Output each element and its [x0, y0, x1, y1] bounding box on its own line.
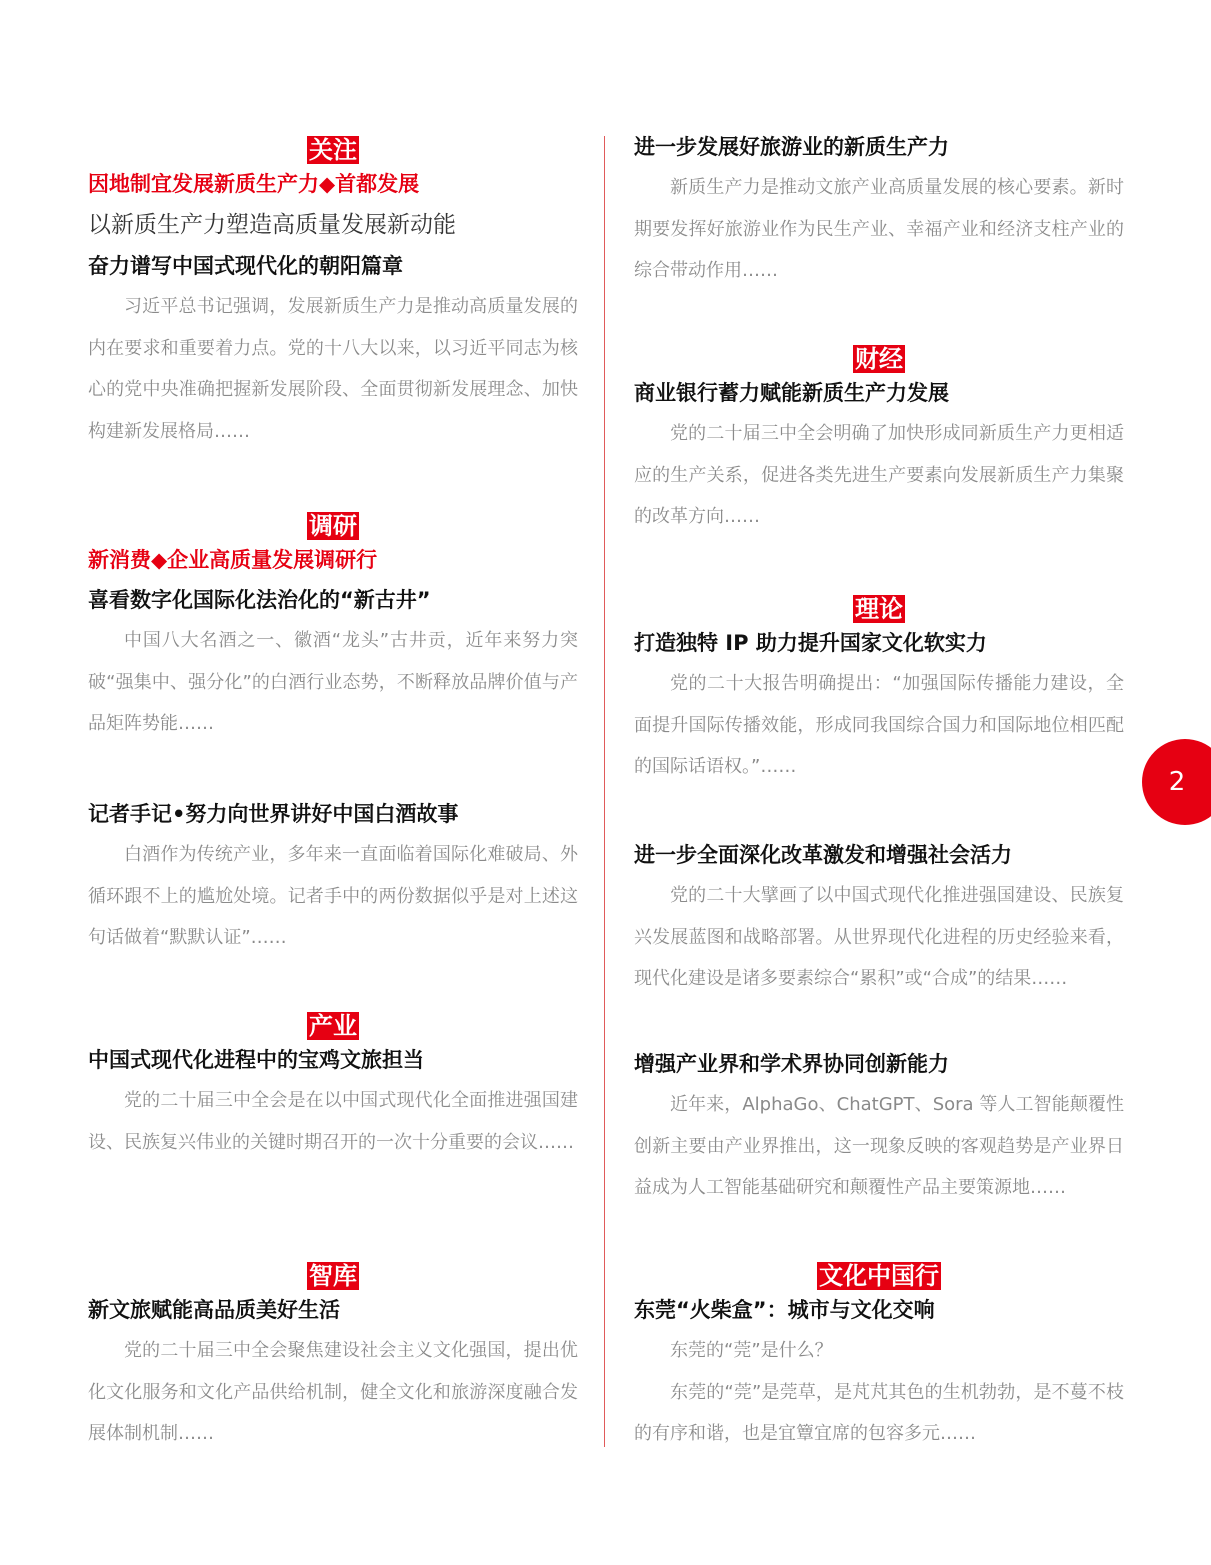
article-excerpt: 近年来，AlphaGo、ChatGPT、Sora 等人工智能颠覆性创新主要由产业界推出，这一现象反映的客观趋势是产业界日益成为人工智能基础研究和颠覆性产品主要策源地…… [634, 1094, 1124, 1198]
article-research [88, 512, 578, 745]
article-excerpt: 党的二十届三中全会是在以中国式现代化全面推进强国建设、民族复兴伟业的关键时期召开的一次十分重要的会议…… [88, 1090, 578, 1153]
page-number-tab [1142, 739, 1211, 825]
article-title: 东莞“火柴盒”：城市与文化交响 [634, 1298, 935, 1322]
section-tag-finance: 财经 [855, 345, 903, 373]
article-title: 记者手记•努力向世界讲好中国白酒故事 [88, 802, 459, 826]
section-tag-research: 调研 [309, 512, 357, 540]
article-title: 新文旅赋能高品质美好生活 [88, 1298, 340, 1322]
article-focus [88, 136, 578, 452]
article-tourism [634, 127, 1124, 292]
article-title: 喜看数字化国际化法治化的“新古井” [88, 588, 431, 612]
series-title: 因地制宜发展新质生产力◆首都发展 [88, 172, 420, 196]
article-title: 打造独特 IP 助力提升国家文化软实力 [634, 631, 987, 655]
article-title: 进一步发展好旅游业的新质生产力 [634, 135, 949, 159]
article-excerpt: 中国八大名酒之一、徽酒“龙头”古井贡，近年来努力突破“强集中、强分化”的白酒行业态势，不断释放品牌价值与产品矩阵势能…… [88, 630, 578, 734]
article-title: 进一步全面深化改革激发和增强社会活力 [634, 843, 1012, 867]
section-tag-think-tank: 智库 [309, 1262, 357, 1290]
section-tag-focus: 关注 [309, 136, 357, 164]
article-title: 中国式现代化进程中的宝鸡文旅担当 [88, 1048, 424, 1072]
article-excerpt: 党的二十大擘画了以中国式现代化推进强国建设、民族复兴发展蓝图和战略部署。从世界现代化进程的历史经验来看，现代化建设是诸多要素综合“累积”或“合成”的结果…… [634, 885, 1124, 989]
article-reporter-notes [88, 794, 578, 959]
section-tag-theory: 理论 [855, 595, 903, 623]
series-title: 新消费◆企业高质量发展调研行 [88, 548, 378, 572]
page-number: 2 [1168, 767, 1186, 797]
article-title: 奋力谱写中国式现代化的朝阳篇章 [88, 254, 403, 278]
article-excerpt-continued: 东莞的“莞”是莞草，是芃芃其色的生机勃勃，是不蔓不枝的有序和谐，也是宜簟宜席的包容多元…… [634, 1381, 1124, 1444]
article-excerpt: 新质生产力是推动文旅产业高质量发展的核心要素。新时期要发挥好旅游业作为民生产业、幸福产业和经济支柱产业的综合带动作用…… [634, 177, 1124, 281]
article-title: 商业银行蓄力赋能新质生产力发展 [634, 381, 949, 405]
article-excerpt: 党的二十大报告明确提出：“加强国际传播能力建设，全面提升国际传播效能，形成同我国综合国力和国际地位相匹配的国际话语权。”…… [634, 673, 1124, 777]
article-culture-china [634, 1262, 1124, 1455]
article-excerpt: 党的二十届三中全会明确了加快形成同新质生产力更相适应的生产关系，促进各类先进生产要素向发展新质生产力集聚的改革方向…… [634, 423, 1124, 527]
article-finance [634, 345, 1124, 538]
article-subtitle: 以新质生产力塑造高质量发展新动能 [88, 212, 456, 238]
article-excerpt: 党的二十届三中全会聚焦建设社会主义文化强国，提出优化文化服务和文化产品供给机制，健全文化和旅游深度融合发展体制机制…… [88, 1340, 578, 1444]
article-reform [634, 835, 1124, 1000]
article-excerpt: 白酒作为传统产业，多年来一直面临着国际化难破局、外循环跟不上的尴尬处境。记者手中的两份数据似乎是对上述这句话做着“默默认证”…… [88, 844, 578, 948]
article-industry [88, 1012, 578, 1163]
article-innovation [634, 1044, 1124, 1209]
article-excerpt: 习近平总书记强调，发展新质生产力是推动高质量发展的内在要求和重要着力点。党的十八大以来，以习近平同志为核心的党中央准确把握新发展阶段、全面贯彻新发展理念、加快构建新发展格局…… [88, 296, 578, 442]
column-divider [604, 136, 605, 1447]
section-tag-industry: 产业 [309, 1012, 357, 1040]
section-tag-culture-china: 文化中国行 [819, 1262, 939, 1290]
article-title: 增强产业界和学术界协同创新能力 [634, 1052, 949, 1076]
article-excerpt: 东莞的“莞”是什么？ [670, 1340, 833, 1361]
article-think-tank [88, 1262, 578, 1455]
article-theory [634, 595, 1124, 788]
